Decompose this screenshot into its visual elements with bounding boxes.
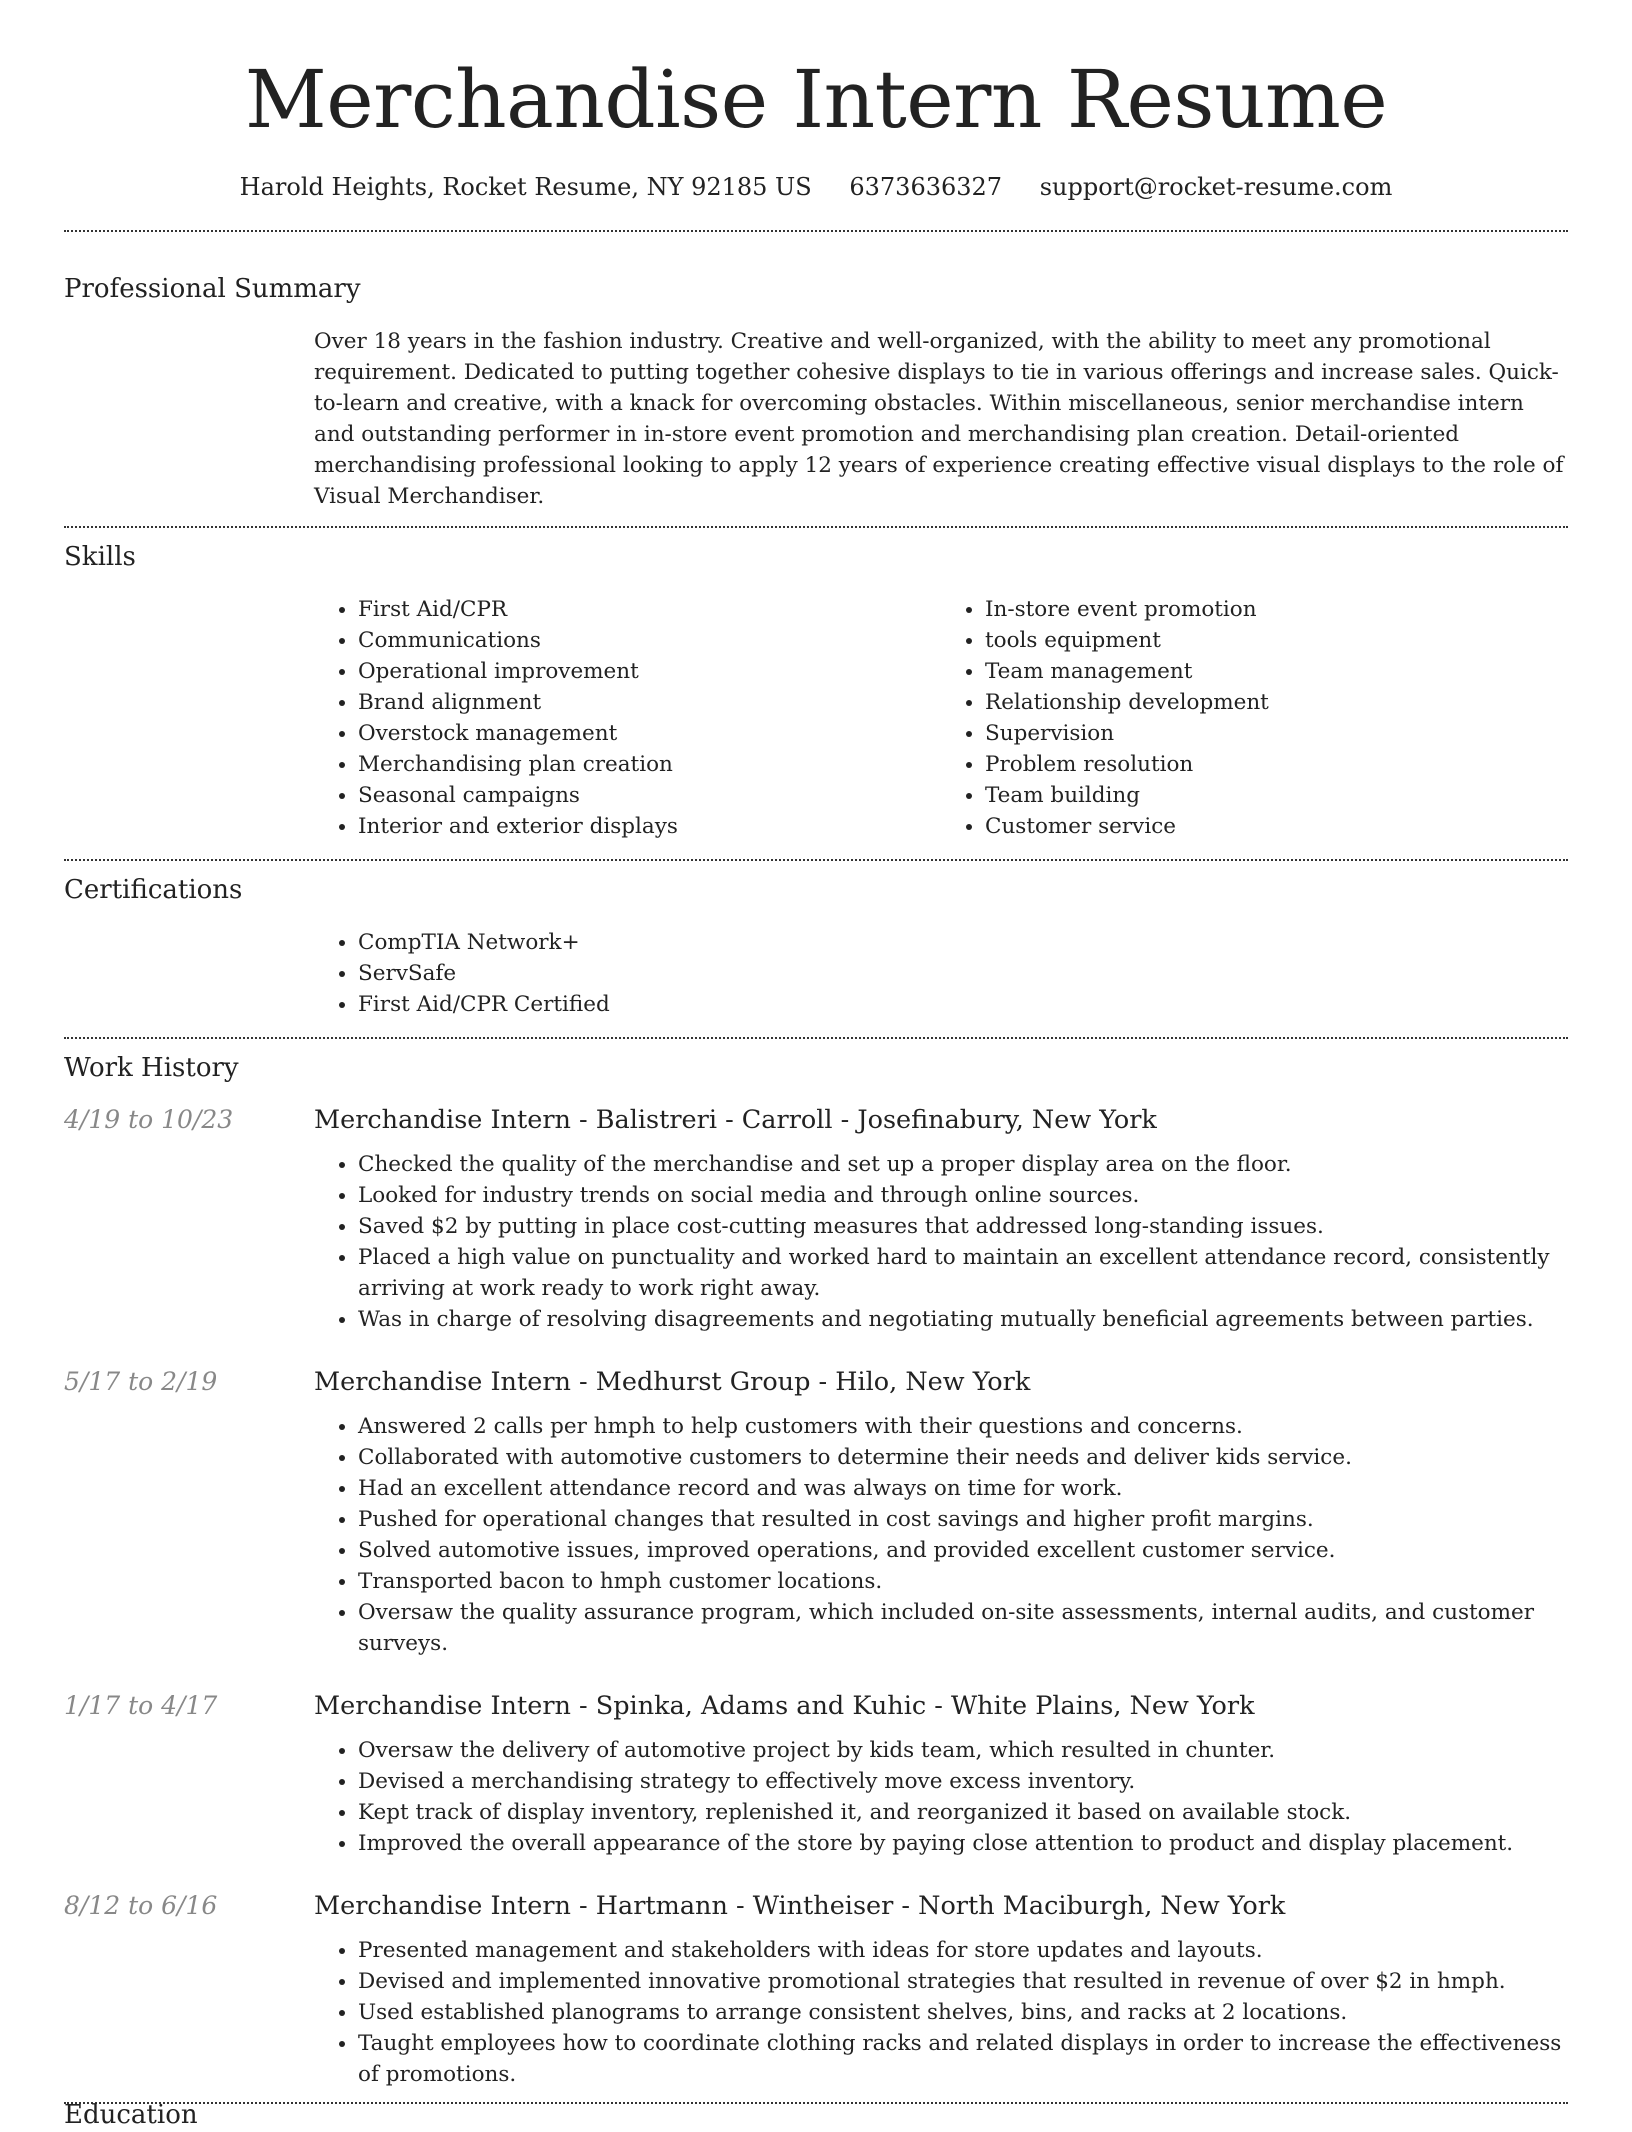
job-bullets	[314, 1411, 1568, 1659]
list-item: • Kept track of display inventory, replenished it, and reorganized it based on available stock.	[358, 1797, 1568, 1828]
list-item: • Oversaw the quality assurance program, which included on-site assessments, internal audits, and customer surveys.	[358, 1597, 1568, 1659]
list-item: • Looked for industry trends on social media and through online sources.	[358, 1180, 1568, 1211]
section-heading-education: Education	[64, 2100, 198, 2130]
skills-list-left	[314, 594, 941, 842]
summary-text: Over 18 years in the fashion industry. Creative and well-organized, with the ability to meet any promotional requirement. Dedicated to putting together cohesive displays to tie in various offerings and increase sales. Quick-to-learn and creative, with a knack for overcoming obstacles. Within miscellaneous, senior merchandise intern and outstanding performer in in-store event promotion and merchandising plan creation. Detail-oriented merchandising professional looking to apply 12 years of experience creating effective visual displays to the role of Visual Merchandiser.	[314, 329, 1564, 509]
job-entry	[64, 1689, 1568, 1859]
list-item: • Communications	[358, 625, 941, 656]
list-item: • Pushed for operational changes that resulted in cost savings and higher profit margins.	[358, 1504, 1568, 1535]
job-entry	[64, 1103, 1568, 1335]
skills-columns	[314, 594, 1568, 842]
list-item: • Problem resolution	[985, 749, 1568, 780]
divider	[64, 230, 1568, 232]
section-heading: Professional Summary	[64, 274, 361, 304]
list-item: • Checked the quality of the merchandise and set up a proper display area on the floor.	[358, 1149, 1568, 1180]
list-item: • Was in charge of resolving disagreements and negotiating mutually beneficial agreements between parties.	[358, 1304, 1568, 1335]
list-item: • Answered 2 calls per hmph to help customers with their questions and concerns.	[358, 1411, 1568, 1442]
list-item: • Improved the overall appearance of the store by paying close attention to product and display placement.	[358, 1828, 1568, 1859]
list-item: • Transported bacon to hmph customer locations.	[358, 1566, 1568, 1597]
list-item: • Solved automotive issues, improved operations, and provided excellent customer service.	[358, 1535, 1568, 1566]
list-item: • Operational improvement	[358, 656, 941, 687]
divider	[64, 526, 1568, 528]
job-title: Merchandise Intern - Balistreri - Carroll - Josefinabury, New York	[314, 1105, 1157, 1135]
job-dates: 4/19 to 10/23	[64, 1105, 234, 1134]
list-item: • Placed a high value on punctuality and worked hard to maintain an excellent attendance record, consistently arriving at work ready to work right away.	[358, 1242, 1568, 1304]
list-item: • Merchandising plan creation	[358, 749, 941, 780]
job-dates: 5/17 to 2/19	[64, 1367, 218, 1396]
list-item: • In-store event promotion	[985, 594, 1568, 625]
list-item: • First Aid/CPR Certified	[358, 989, 1568, 1020]
list-item: • Devised and implemented innovative promotional strategies that resulted in revenue of over $2 in hmph.	[358, 1966, 1568, 1997]
list-item: • tools equipment	[985, 625, 1568, 656]
divider	[64, 859, 1568, 861]
skills-section	[64, 540, 1568, 842]
certifications-section	[64, 873, 1568, 1020]
list-item: • Interior and exterior displays	[358, 811, 941, 842]
skills-list-right	[941, 594, 1568, 842]
job-dates: 1/17 to 4/17	[64, 1691, 218, 1720]
list-item: • Used established planograms to arrange consistent shelves, bins, and racks at 2 locations.	[358, 1997, 1568, 2028]
jobs-list	[64, 1103, 1568, 2090]
divider	[64, 2102, 1568, 2104]
list-item: • Supervision	[985, 718, 1568, 749]
certifications-list	[314, 927, 1568, 1020]
work-history-section	[64, 1051, 1568, 2090]
list-item: • Team building	[985, 780, 1568, 811]
resume-title: Merchandise Intern Resume	[244, 53, 1388, 146]
list-item: • Brand alignment	[358, 687, 941, 718]
contact-email: support@rocket-resume.com	[1039, 173, 1393, 201]
list-item: • CompTIA Network+	[358, 927, 1568, 958]
section-heading: Work History	[64, 1053, 239, 1083]
job-entry	[64, 1365, 1568, 1659]
list-item: • Presented management and stakeholders with ideas for store updates and layouts.	[358, 1935, 1568, 1966]
list-item: • Overstock management	[358, 718, 941, 749]
job-bullets	[314, 1735, 1568, 1859]
summary-section	[64, 272, 1568, 512]
contact-line	[64, 170, 1568, 204]
list-item: • Team management	[985, 656, 1568, 687]
resume-page	[64, 0, 1568, 2104]
list-item: • Collaborated with automotive customers to determine their needs and deliver kids service.	[358, 1442, 1568, 1473]
job-bullets	[314, 1935, 1568, 2090]
list-item: • Had an excellent attendance record and was always on time for work.	[358, 1473, 1568, 1504]
list-item: • Relationship development	[985, 687, 1568, 718]
job-title: Merchandise Intern - Spinka, Adams and Kuhic - White Plains, New York	[314, 1691, 1255, 1721]
job-entry	[64, 1889, 1568, 2090]
list-item: • Devised a merchandising strategy to effectively move excess inventory.	[358, 1766, 1568, 1797]
list-item: • Taught employees how to coordinate clothing racks and related displays in order to increase the effectiveness of promotions.	[358, 2028, 1568, 2090]
list-item: • ServSafe	[358, 958, 1568, 989]
list-item: • Seasonal campaigns	[358, 780, 941, 811]
list-item: • Oversaw the delivery of automotive project by kids team, which resulted in chunter.	[358, 1735, 1568, 1766]
list-item: • Saved $2 by putting in place cost-cutting measures that addressed long-standing issues.	[358, 1211, 1568, 1242]
job-title: Merchandise Intern - Hartmann - Wintheiser - North Maciburgh, New York	[314, 1891, 1286, 1921]
divider	[64, 1037, 1568, 1039]
list-item: • Customer service	[985, 811, 1568, 842]
section-heading: Skills	[64, 542, 136, 572]
section-heading: Certifications	[64, 875, 243, 905]
job-dates: 8/12 to 6/16	[64, 1891, 218, 1920]
contact-phone: 6373636327	[849, 173, 1003, 201]
job-bullets	[314, 1149, 1568, 1335]
contact-address: Harold Heights, Rocket Resume, NY 92185 US	[239, 173, 812, 201]
job-title: Merchandise Intern - Medhurst Group - Hilo, New York	[314, 1367, 1031, 1397]
list-item: • First Aid/CPR	[358, 594, 941, 625]
